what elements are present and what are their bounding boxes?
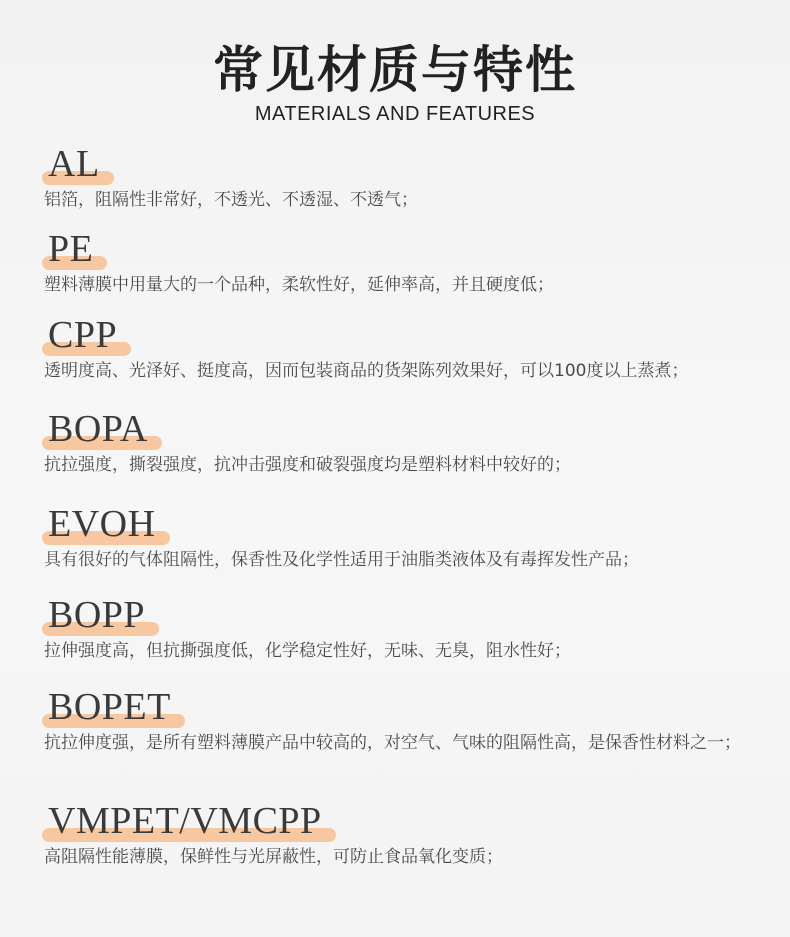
material-description: 抗拉强度，撕裂强度，抗冲击强度和破裂强度均是塑料材料中较好的； (44, 455, 571, 475)
material-description: 具有很好的气体阻隔性，保香性及化学性适用于油脂类液体及有毒挥发性产品； (44, 550, 639, 570)
material-item-vmpet-vmcpp (44, 800, 764, 870)
material-description: 拉伸强度高，但抗撕强度低，化学稳定性好，无味、无臭，阻水性好； (44, 641, 571, 661)
page-subtitle: MATERIALS AND FEATURES (254, 103, 536, 125)
material-label (44, 800, 322, 842)
material-label (44, 228, 93, 270)
material-description: 铝箔，阻隔性非常好，不透光、不透湿、不透气； (44, 190, 418, 210)
material-item-cpp (44, 314, 764, 384)
material-name: BOPA (48, 408, 148, 450)
page-title: 常见材质与特性 (213, 40, 577, 99)
material-description: 高阻隔性能薄膜，保鲜性与光屏蔽性，可防止食品氧化变质； (44, 847, 503, 867)
material-label (44, 686, 171, 728)
material-name: PE (48, 228, 94, 270)
material-name: EVOH (48, 503, 156, 545)
material-name: CPP (48, 314, 118, 356)
material-description: 透明度高、光泽好、挺度高，因而包装商品的货架陈列效果好，可以100度以上蒸煮； (44, 361, 689, 381)
page-header (0, 40, 790, 126)
material-label (44, 503, 156, 545)
material-name: BOPET (48, 686, 171, 728)
material-label (44, 408, 148, 450)
material-label (44, 314, 117, 356)
material-item-bopp (44, 594, 764, 664)
material-item-pe (44, 228, 764, 298)
material-item-evoh (44, 503, 764, 573)
material-label (44, 143, 100, 185)
material-name: BOPP (48, 594, 146, 636)
material-description: 塑料薄膜中用量大的一个品种，柔软性好，延伸率高，并且硬度低； (44, 275, 554, 295)
material-item-bopa (44, 408, 764, 478)
material-name: VMPET/VMCPP (48, 800, 322, 842)
material-item-al (44, 143, 764, 213)
material-name: AL (48, 143, 100, 185)
material-description: 抗拉伸度强，是所有塑料薄膜产品中较高的，对空气、气味的阻隔性高，是保香性材料之一； (44, 733, 741, 753)
material-label (44, 594, 145, 636)
material-item-bopet (44, 686, 764, 756)
